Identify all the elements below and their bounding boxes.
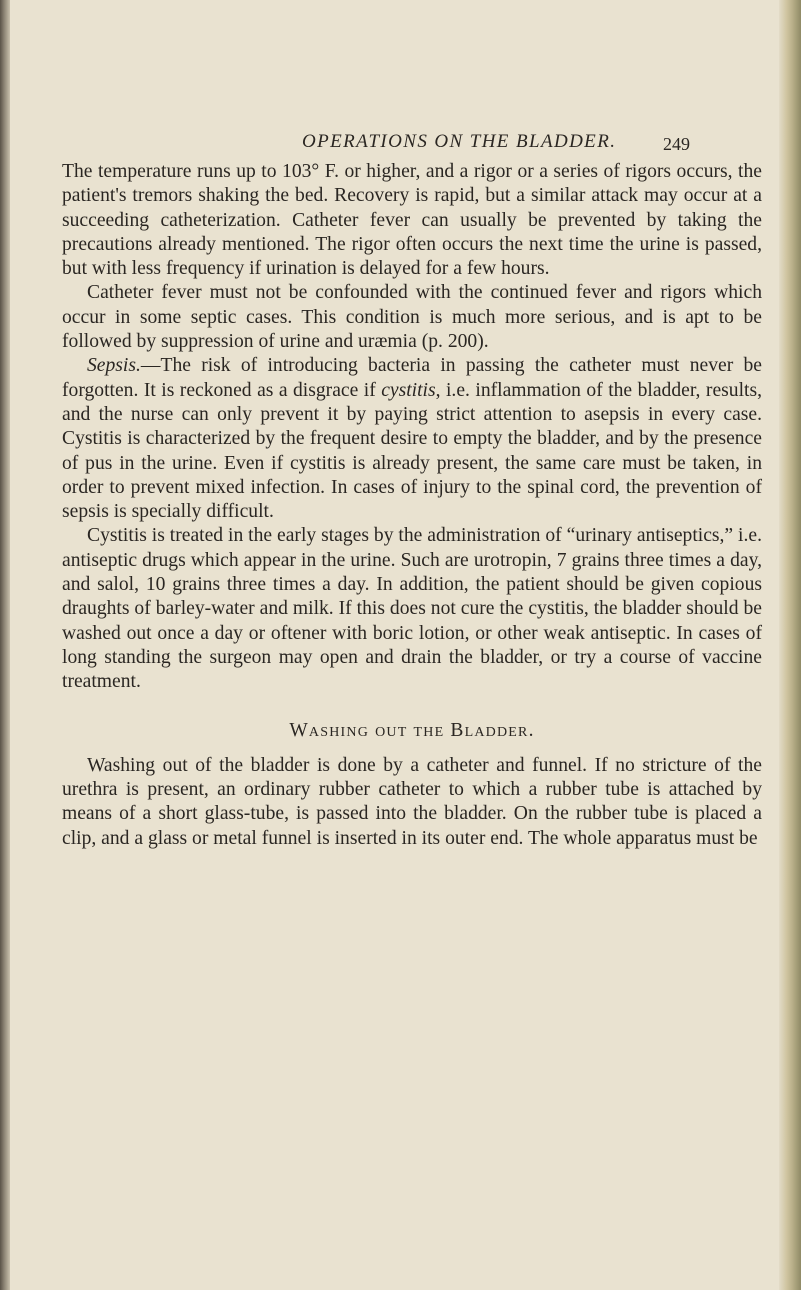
sepsis-runin-heading: Sepsis. [87, 355, 141, 377]
body-text [62, 160, 762, 851]
running-title: OPERATIONS ON THE BLADDER. [302, 131, 617, 152]
paragraph-washing-out: Washing out of the bladder is done by a catheter and funnel. If no stricture of the urethra is present, an ordinary rubber catheter to which a rubber tube is attached by means of a short glass-tube, is passed into the bladder. On the rubber tube is placed a clip, and a glass or metal funnel is inserted in its outer end. The whole apparatus must be [62, 754, 762, 849]
paragraph-catheter-fever-symptoms: The temperature runs up to 103° F. or higher, and a rigor or a series of rigors occurs, the patient's tremors shaking the bed. Recovery is rapid, but a similar attack may occur at a succeeding catheterization. Catheter fever can usually be prevented by taking the precautions already mentioned. The rigor often occurs the next time the urine is passed, but with less frequency if urination is delayed for a few hours. [62, 161, 762, 280]
sepsis-text-part-1: —The risk of introducing bacteria in passing the catheter must never be forgotten. It is reckoned as a disgrace if [62, 355, 762, 401]
book-gutter-left [0, 0, 10, 1290]
paragraph-cystitis-treatment: Cystitis is treated in the early stages by the administration of “urinary antiseptics,” i.e. antiseptic drugs which appear in the urine. Such are urotropin, 7 grains three times a day, and salol, 10 grains three times a day. In addition, the patient should be given copious draughts of barley-water and milk. If this does not cure the cystitis, the bladder should be washed out once a day or oftener with boric lotion, or other weak antiseptic. In cases of long standing the surgeon may open and drain the bladder, or try a course of vaccine treatment. [62, 525, 762, 693]
section-heading-washing-out: Washing out the Bladder. [289, 719, 535, 741]
sepsis-text-part-2: , i.e. inflammation of the bladder, results, and the nurse can only prevent it by paying strict attention to asepsis in every case. Cystitis is characterized by the frequent desire to empty the bladder, and by the presence of pus in the urine. Even if cystitis is already present, the same care must be taken, in order to prevent mixed infection. In cases of injury to the spinal cord, the prevention of sepsis is specially difficult. [62, 379, 762, 523]
cystitis-term: cystitis [381, 379, 436, 401]
page-number: 249 [663, 134, 690, 154]
book-page [62, 0, 762, 1290]
paragraph-sepsis [62, 354, 762, 524]
paragraph-catheter-fever-distinction: Catheter fever must not be confounded with the continued fever and rigors which occur in some septic cases. This condition is much more serious, and is apt to be followed by suppression of urine and uræmia (p. 200). [62, 282, 762, 353]
running-head [62, 131, 762, 155]
book-page-edge-right [779, 0, 801, 1290]
